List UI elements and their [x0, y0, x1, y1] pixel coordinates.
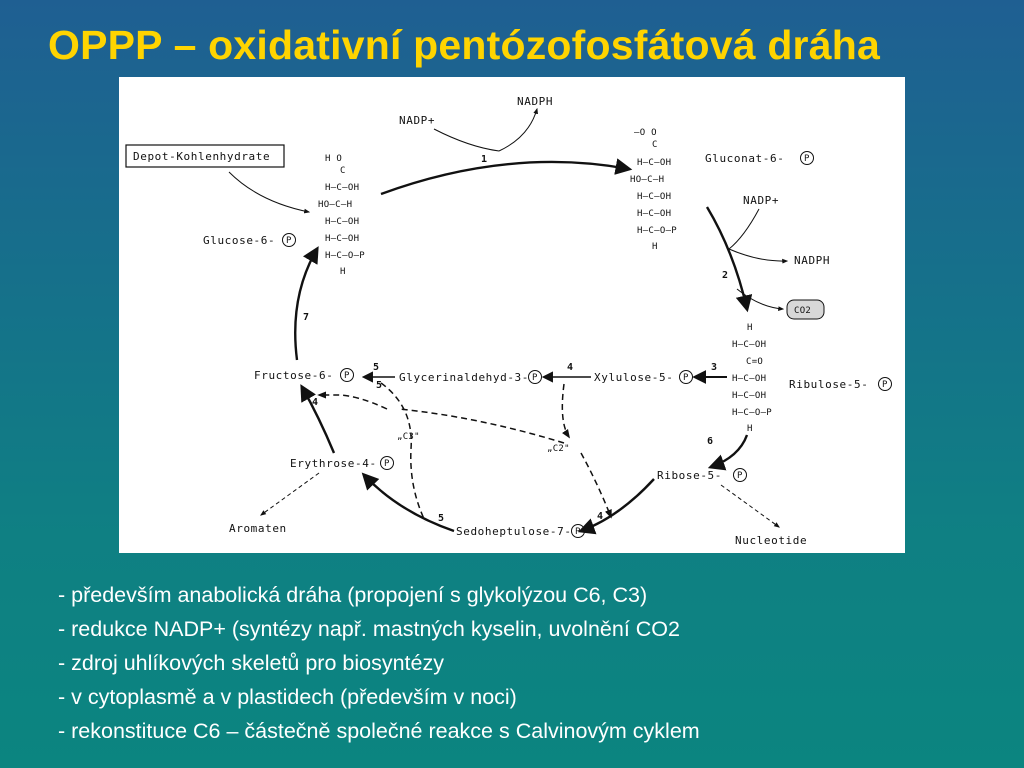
ribulose-structure [732, 323, 772, 434]
svg-text:P: P [683, 373, 689, 383]
bullet-item: - v cytoplasmě a v plastidech (především v noci) [58, 685, 517, 709]
svg-text:P: P [575, 527, 581, 537]
co2-label: CO2 [794, 306, 812, 316]
nucleotide-arrow [721, 485, 779, 527]
nadp-2-arrow [729, 209, 759, 249]
step-4b-number: 4 [312, 397, 319, 408]
svg-text:–O O: –O O [634, 128, 657, 138]
step-1-number: 1 [481, 154, 488, 165]
svg-text:Gluconat-6-: Gluconat-6- [705, 152, 785, 165]
arrow-ribose-sedo [581, 479, 654, 531]
svg-text:H–C–O–P: H–C–O–P [732, 408, 773, 418]
erythrose4p-label [290, 457, 394, 471]
svg-text:H O: H O [325, 154, 343, 164]
ribulose5p-label [789, 378, 892, 392]
c2-arrow-to-glycer [399, 409, 564, 443]
step-6-number: 6 [707, 436, 714, 447]
svg-text:C=O: C=O [746, 357, 764, 367]
glucose-structure [318, 154, 365, 277]
svg-text:P: P [804, 154, 810, 164]
svg-text:H–C–O–P: H–C–O–P [637, 226, 678, 236]
arrow-step-6 [711, 435, 747, 467]
step-5c-number: 5 [438, 513, 445, 524]
glycerinaldehyd3p-label [399, 371, 542, 385]
svg-text:HO–C–H: HO–C–H [630, 175, 665, 185]
nucleotide-label: Nucleotide [735, 534, 808, 547]
svg-text:Ribulose-5-: Ribulose-5- [789, 378, 869, 391]
svg-text:H–C–O–P: H–C–O–P [325, 251, 366, 261]
svg-text:H: H [747, 323, 753, 333]
aromaten-arrow [261, 473, 319, 515]
svg-text:H–C–OH: H–C–OH [732, 340, 767, 350]
svg-text:H–C–OH: H–C–OH [732, 391, 767, 401]
nadph-2-label: NADPH [794, 254, 831, 267]
svg-text:Sedoheptulose-7-: Sedoheptulose-7- [456, 525, 572, 538]
nadph-2-arrow [729, 249, 787, 261]
svg-text:H: H [747, 424, 753, 434]
fructose6p-label [254, 369, 354, 383]
svg-text:Xylulose-5-: Xylulose-5- [594, 371, 674, 384]
arrow-step-7 [295, 249, 317, 360]
pathway-diagram [119, 77, 905, 553]
svg-text:H: H [340, 267, 346, 277]
arrow-step-2 [707, 207, 747, 309]
svg-text:P: P [882, 380, 888, 390]
nadph-1-label: NADPH [517, 95, 554, 108]
step-5b-number: 5 [376, 380, 383, 391]
svg-text:H–C–OH: H–C–OH [637, 209, 672, 219]
bullet-item: - především anabolická dráha (propojení s glykolýzou C6, C3) [58, 583, 648, 607]
svg-text:H–C–OH: H–C–OH [325, 234, 360, 244]
arrow-step-1 [381, 162, 629, 194]
xylulose5p-label [594, 371, 693, 385]
svg-text:P: P [532, 373, 538, 383]
nadp-1-label: NADP+ [399, 114, 436, 127]
svg-text:H–C–OH: H–C–OH [325, 183, 360, 193]
depot-arrow [229, 172, 309, 212]
step-4c-number: 4 [597, 511, 604, 522]
step-2-number: 2 [722, 270, 729, 281]
c2-label: „C2" [547, 444, 570, 454]
svg-text:Ribose-5-: Ribose-5- [657, 469, 723, 482]
aromaten-label: Aromaten [229, 522, 287, 535]
svg-text:P: P [384, 459, 390, 469]
svg-text:Erythrose-4-: Erythrose-4- [290, 457, 377, 470]
svg-text:Glycerinaldehyd-3-: Glycerinaldehyd-3- [399, 371, 530, 384]
svg-text:P: P [737, 471, 743, 481]
svg-text:P: P [344, 371, 350, 381]
svg-text:H–C–OH: H–C–OH [732, 374, 767, 384]
step-3-number: 3 [711, 362, 718, 373]
slide-title: OPPP – oxidativní pentózofosfátová dráha [48, 22, 880, 68]
c3-label: „C3" [397, 432, 420, 442]
svg-text:C: C [340, 166, 346, 176]
svg-text:Fructose-6-: Fructose-6- [254, 369, 334, 382]
depot-label: Depot-Kohlenhydrate [133, 150, 271, 163]
step-7-number: 7 [303, 312, 310, 323]
step-4a-number: 4 [567, 362, 574, 373]
gluconat6p-label [705, 152, 814, 166]
c3-arrow [319, 395, 387, 409]
gluconate-structure [630, 128, 677, 252]
nadp-1-arrow [434, 129, 499, 151]
step-5a-number: 5 [373, 362, 380, 373]
nadp-2-label: NADP+ [743, 194, 780, 207]
svg-text:C: C [652, 140, 658, 150]
bullet-item: - zdroj uhlíkových skeletů pro biosyntézy [58, 651, 444, 675]
svg-text:P: P [286, 236, 292, 246]
ribose5p-label [657, 469, 747, 483]
bullet-item: - rekonstituce C6 – částečně společné reakce s Calvinovým cyklem [58, 719, 700, 743]
svg-text:H–C–OH: H–C–OH [325, 217, 360, 227]
nadph-1-arrow [499, 109, 537, 151]
bullet-list [58, 578, 700, 748]
sedoheptulose7p-label [456, 525, 585, 539]
svg-text:H–C–OH: H–C–OH [637, 192, 672, 202]
svg-text:H: H [652, 242, 658, 252]
svg-text:Glucose-6-: Glucose-6- [203, 234, 276, 247]
c2-arrow-to-sedo [581, 453, 611, 517]
c2-transfer-path [562, 384, 569, 437]
svg-text:HO–C–H: HO–C–H [318, 200, 353, 210]
glucose6p-label [203, 234, 296, 248]
bullet-item: - redukce NADP+ (syntézy např. mastných kyselin, uvolnění CO2 [58, 617, 680, 641]
svg-text:H–C–OH: H–C–OH [637, 158, 672, 168]
c3-transfer-path [381, 383, 425, 521]
